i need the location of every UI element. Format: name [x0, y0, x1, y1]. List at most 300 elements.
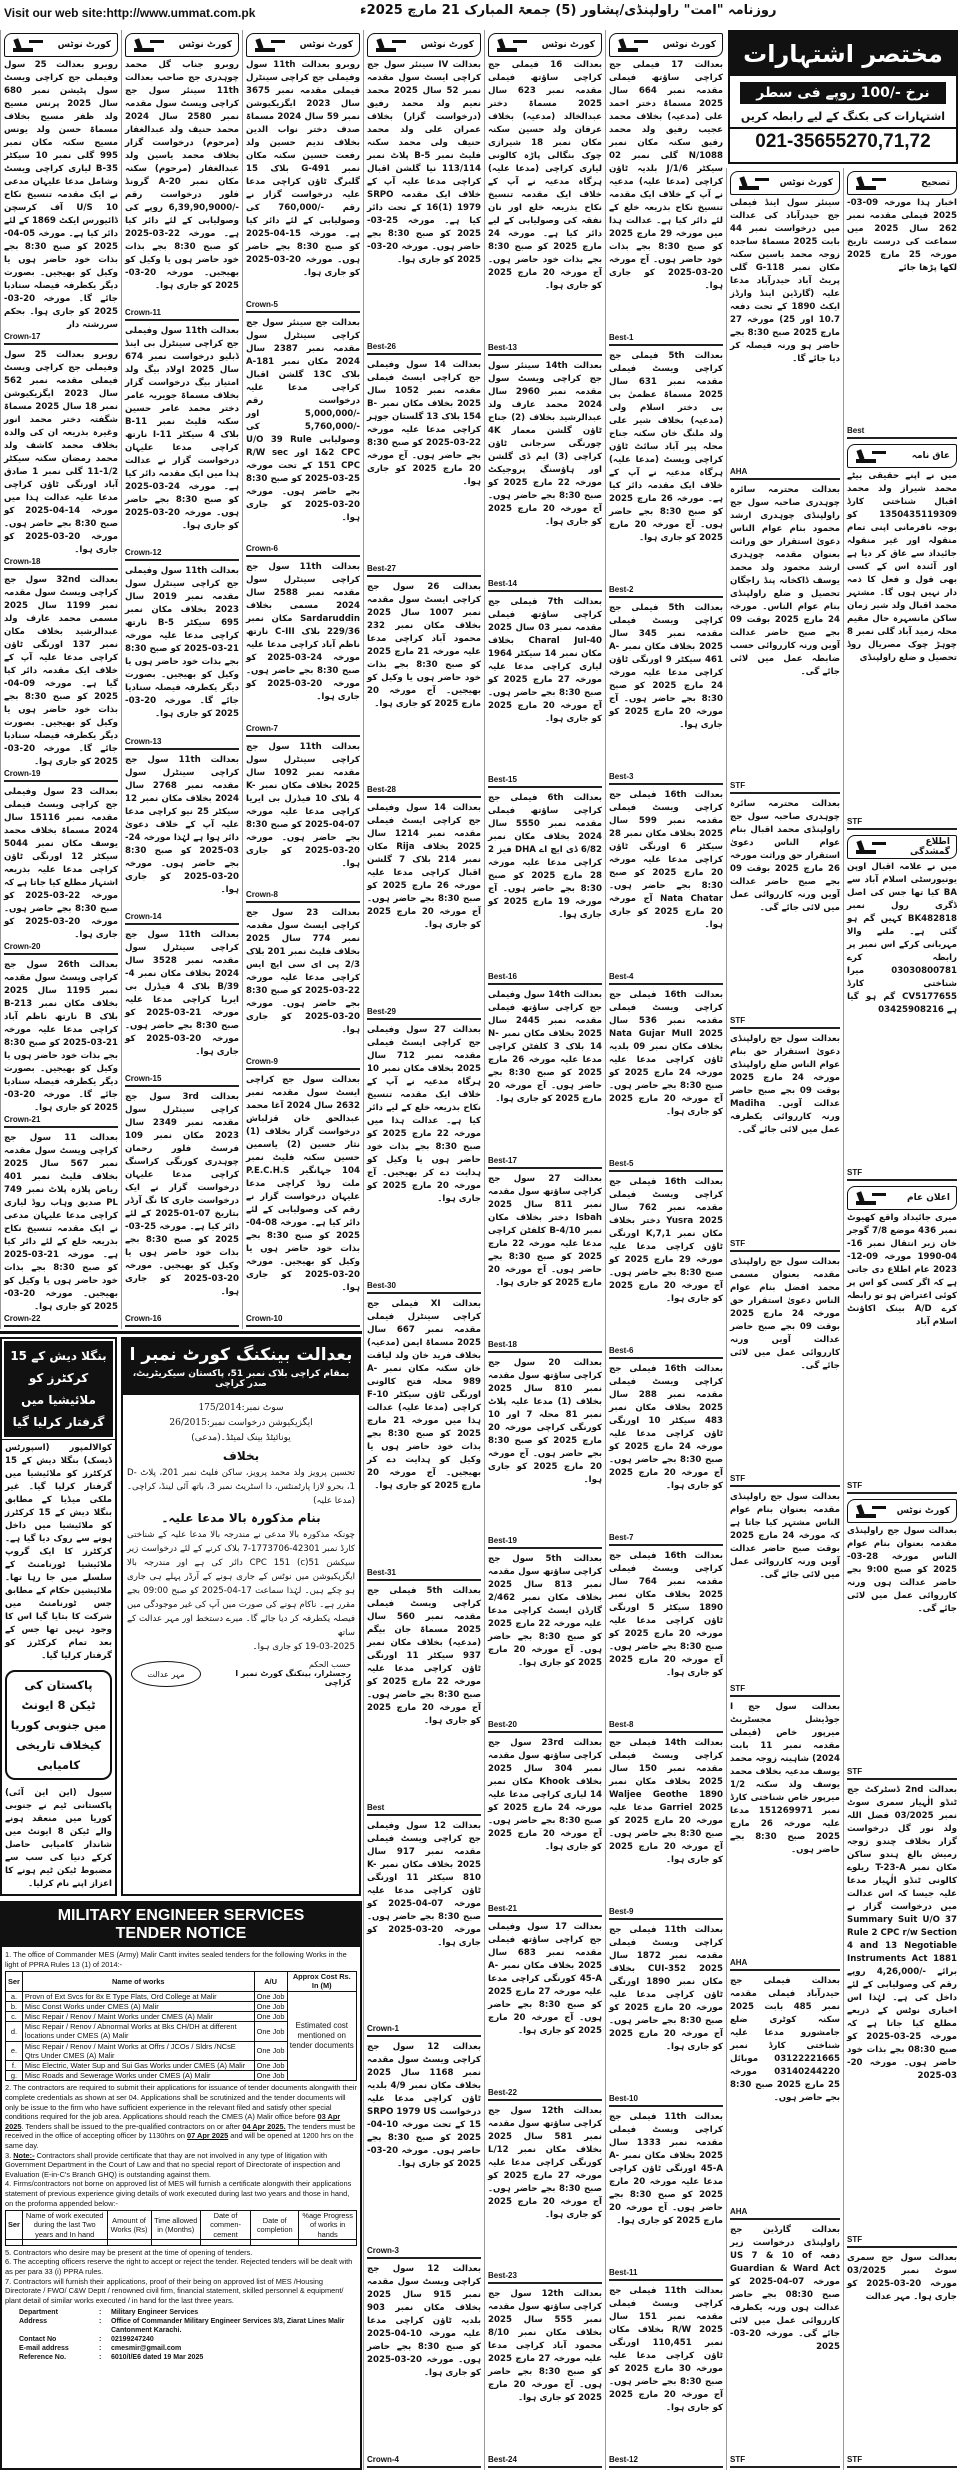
banking-subtitle: بمقام کراچی بلاک نمبر 51، پاکستان سیکریٹریٹ، صدر کراچی — [123, 1367, 359, 1395]
notice-text: بعدالت 17 فیملی جج کراچی ساؤتھ فیملی مقدمہ نمبر 664 سال 2025 مسماۃ دختر احمد علی (مدعیہ) بخلاف محمد عجیب رفیق ولد محمد رفیق سکنہ مکان نمبر N/1088 گلی نمبر 02 سیکٹر 6/J/1 بلدیہ ٹاؤن کراچی (مدعا علیہ) مدعیہ نے آپ کے خلاف ایک مقدمہ تنسیخ نکاح بذریعہ خلع کے لئے دائر کیا ہے۔ عدالت ہذا میں مورخہ 29 مارچ 2025 کو صبح 8:30 بجے بذات خود حاضر ہوں۔ آج مورخہ 20-03-2025 کو جاری ہوا۔ — [609, 60, 724, 291]
plaintiff: یونائیٹڈ بینک لمیٹڈ۔(مدعی) — [191, 1433, 291, 1443]
notice-text: بعدالت 11th سول جج کراچی سینٹرل سول مقدمہ نمبر 2588 سال 2024 مسمی بخلاف Sardaruddin مکان نمبر 229/36 بلاک C-III نارتھ ناظم آباد کراچی مدعا علیہ مورخہ 24-03-2025 کو صبح 8:30 بجے حاضر ہوں۔ مورخہ 20-03-2025 کو جاری ہوا۔ — [246, 562, 360, 702]
para2-text-d: and will be opened at 1200 hrs on the same day. — [5, 2131, 354, 2150]
notice-text: روبرو بعدالت 25 سول وفیملی جج کراچی ویسٹ سول پٹیشن نمبر 680 سال 2025 پرنس مسیح ولد ظفر مسیح بخلاف مسماۃ حسن ولد یونس مسیح سکنہ مکان نمبر 995 گلی نمبر 10 سیکٹر B-35 لیاری کراچی ویسٹ وشامل مدعا علیہان مدعی نے ایک مقدمہ تنسیخ نکاح 10 U/S آف کرسچن ڈائیورس ایکٹ 1869 کے لئے دائر کیا ہے۔ مورخہ 05-04-2025 کو صبح 8:30 بجے بذات خود حاضر ہوں یا وکیل کو بھیجیں۔ بصورت دیگر یکطرفہ فیصلہ سنادیا جائے گا۔ مورخہ 20-03-2025 کو جاری ہوا۔ بحکم سررشتہ دار — [4, 60, 118, 330]
notice-text: بعدالت 11th سول وفیملی جج کراچی سینٹرل بی اینڈ ڈبلیو درخواست نمبر 674 سال 2025 اولاد بیگ ولد امتیاز بیگ درخواست گزار بخلاف مسماۃ جویریہ عامر دختر محمد عامر حسین سکنہ فلیٹ نمبر B-11 بلاک 4 سیکٹر 11-I نارتھ کراچی مدعا علیہان درخواست گزار نے عدالت ہذا میں ایک مقدمہ دائر کیا ہے۔ مورخہ 24-03-2025 کو صبح 8:30 بجے حاضر ہوں۔ مورخہ 20-03-2025 کو جاری ہوا۔ — [125, 326, 240, 532]
works-table-cell: One Job — [254, 2022, 287, 2041]
court-notice — [485, 1551, 605, 1735]
works-table-cell: One Job — [254, 2001, 287, 2011]
court-notice — [727, 168, 843, 482]
court-notice — [606, 1174, 726, 1361]
court-notice — [364, 357, 484, 579]
banner-label: کورٹ نوٹس — [779, 178, 833, 188]
newspaper-dateline: روزنامہ "امت" راولپنڈی/پشاور (5) جمعۃ المبارک 21 مارچ 2025ء — [360, 3, 777, 18]
notice-text: بعدالت سول جج راولپنڈی مقدمہ بعنوان مسمی محمد افضل بنام عوام الناس دعویٰ استقرار حق مورخہ 24 مارچ 2025 بوقت 09 بجے صبح حاضر عدالت آویں ورنہ کارروائی عمل میں لائی جائے گی۔ — [730, 1256, 840, 1371]
court-notice — [1, 784, 121, 957]
works-table-cell: g. — [6, 2071, 23, 2081]
notice-text: بعدالت محترمہ سائرہ چوہدری صاحبہ سول جج راولپنڈی محمد اقبال بنام عوام الناس دعویٰ استقرار حق وراثت مورخہ 26 مارچ 2025 بوقت 09 بجے صبح حاضر عدالت آویں ورنہ کارروائی عمل میں لائی جائے گی۔ — [730, 798, 840, 913]
gavel-icon — [854, 839, 888, 855]
gavel-icon — [374, 37, 408, 53]
gavel-icon — [737, 175, 771, 191]
proforma-empty-cell — [200, 2239, 250, 2245]
notice-agency-tag: STF — [847, 1767, 957, 1780]
notice-agency-tag: Best-29 — [367, 1007, 481, 1020]
notice-column — [484, 30, 605, 2470]
notice-agency-tag: Best-12 — [609, 2455, 723, 2468]
court-notice — [122, 563, 242, 751]
court-notice — [122, 1089, 242, 1329]
notice-text: بعدالت سول جج سمری سوٹ نمبر 03/2025 مورخہ 20-03-2025 کو جاری ہوا۔ مہر عدالت — [847, 2252, 957, 2302]
court-notice — [364, 2261, 484, 2470]
execution-number: ایگزیکیوشن درخواست نمبر:26/2015 — [169, 1418, 313, 1428]
works-table-cell: One Job — [254, 2041, 287, 2060]
notice-text: بعدالت 5th فیملی جج کراچی ویسٹ فیملی مقدمہ نمبر 631 سال 2025 مسماۃ عظمیٰ بی بی دختر اسلام ولی (مدعیہ) بخلاف شیر علی ولد ملنگ خان سکنہ جناح محلہ پیر آباد سائٹ ٹاؤن کراچی ویسٹ (مدعا علیہ) ہرگاہ مدعیہ نے آپ کے خلاف ایک مقدمہ دائر کیا ہے۔ مورخہ 26 مارچ 2025 کو صبح 8:30 بجے حاضر ہوں۔ آج مورخہ 20 مارچ 2025 کو جاری ہوا۔ — [609, 351, 724, 543]
notice-banner-court — [609, 33, 723, 57]
court-notice — [485, 987, 605, 1171]
contact-value: 6010/I/E6 dated 19 Mar 2025 — [111, 2354, 204, 2362]
notice-text: بعدالت 2nd ڈسٹرکٹ جج ٹنڈو الٰہیار سمری سوٹ نمبر 03/2025 فضل اللہ ولد نور گل درخواست گزار بخلاف چندو زوجہ رمیش بالغ ہندو ساکن مکان نمبر T-23-A ریلوے کالونی ٹنڈو الٰہیار مدعا علیہ جیسا کہ اس عدالت میں درخواست گزار نے Summary Suit U/O 37 Rule 2 CPC r/w Section 4 and 13 Negotiable Instruments Act 1881 برائے -/4,26,000 روپے رقم کی وصولیابی کے لئے داخل کی ہے۔ لہٰذا اس اخباری نوٹس کے ذریعے مطلع کیا جاتا ہے کہ مورخہ 25-03-2025 کو صبح 08:30 بجے بذات خود حاضر ہوں۔ مورخہ 20-03-2025 — [847, 1785, 958, 2082]
proforma-table — [5, 2210, 357, 2246]
court-notice — [364, 1818, 484, 2040]
tender-para-2 — [5, 2083, 357, 2150]
proforma-empty-cell — [251, 2239, 299, 2245]
notice-text: بعدالت 12 سول جج کراچی ویسٹ سول مقدمہ نمبر 915 سال 2025 بخلاف مکان نمبر 903 بلدیہ ٹاؤن کراچی مدعا علیہ مورخہ 10-04-2025 کو صبح 8:30 بجے حاضر ہوں۔ مورخہ 20-03-2025 کو جاری ہوا۔ — [367, 2264, 481, 2379]
court-notice — [606, 30, 726, 348]
court-notice — [606, 2283, 726, 2470]
court-notice — [485, 1171, 605, 1355]
court-notice — [727, 1973, 843, 2221]
court-notice — [1, 957, 121, 1130]
notice-agency-tag: Best-18 — [488, 1340, 602, 1353]
contact-separator: : — [99, 2309, 102, 2317]
para2-text-c: The tenders must be received in the office of accepting officer by 1130hrs on — [5, 2121, 356, 2141]
tender-para-5: 5. Contractors who desire may be present at the time of opening of tenders. — [5, 2247, 253, 2257]
works-table-cell: Misc Repair / Renov / Maint Works under CMES (A) Malir — [22, 2012, 254, 2022]
notice-text: بعدالت 14 سول وفیملی جج کراچی ایسٹ فیملی مقدمہ نمبر 1052 سال 2025 بخلاف مکان نمبر B-154 بلاک 13 گلستان جوہر کراچی مدعا علیہ مورخہ 22-03-2025 کو صبح 8:30 بجے حاضر ہوں۔ آج مورخہ 20 مارچ 2025 کو جاری ہوا۔ — [367, 359, 481, 487]
court-notice — [727, 1031, 843, 1253]
proforma-header: Time allowed in (Months) — [151, 2211, 200, 2240]
gavel-icon — [495, 37, 529, 53]
notice-text: بعدالت 32nd سول جج کراچی ویسٹ سول مقدمہ نمبر 1199 سال 2025 مسمی محمد عارف ولد عبدالرشید بخلاف مکان نمبر 137 اورنگی ٹاؤن کراچی مدعا علیہ آپ کے خلاف ایک مقدمہ دائر کیا گیا ہے۔ مورخہ 09-04-2025 کو صبح 8:30 بجے بذات خود حاضر ہوں یا وکیل کو بھیجیں۔ بصورت دیگر یکطرفہ فیصلہ سنادیا جائے گا۔ مورخہ 20-03-2025 کو جاری ہوا۔ — [4, 575, 118, 767]
court-notice — [122, 752, 242, 927]
section-divider — [0, 1331, 362, 1334]
contact-label: E-mail address — [19, 2345, 69, 2353]
court-notice — [727, 1699, 843, 1973]
court-notice — [606, 987, 726, 1174]
banner-label: تصحیح — [921, 178, 950, 188]
court-notice — [243, 315, 363, 560]
notice-agency-tag: STF — [730, 781, 840, 794]
court-notice — [606, 1548, 726, 1735]
notice-agency-tag: Best-17 — [488, 1156, 602, 1169]
works-table-cell: b. — [6, 2001, 23, 2011]
notice-text: بعدالت 16 فیملی جج کراچی ساؤتھ فیملی مقدمہ نمبر 623 سال 2025 مسماۃ دختر عبدالخالد (مدعیہ) بخلاف عرفان ولد حسین سکنہ مکان نمبر 18 شیرازی چوک بنگالی پاڑہ کالونی لیاری کراچی (مدعا علیہ) ہرگاہ مدعیہ نے آپ کے خلاف ایک مقدمہ تنسیخ نکاح بذریعہ خلع اور نان نفقہ کی وصولیابی کے لیے دائر کیا ہے۔ مورخہ 24 مارچ 2025 کو صبح 8:30 بجے بذات خود حاضر ہوں۔ آج مورخہ 20 مارچ 2025 کو جاری ہوا۔ — [488, 60, 602, 291]
notice-banner-public — [847, 1186, 957, 1210]
notice-text: بعدالت 14th سول وفیملی جج کراچی ساؤتھ فیملی مقدمہ نمبر 2445 سال 2025 بخلاف مکان نمبر N-14 بلاک 3 کلفٹن کراچی مدعا علیہ مورخہ 26 مارچ 2025 کو صبح 8:30 بجے حاضر ہوں۔ آج مورخہ 20 مارچ 2025 کو جاری ہوا۔ — [488, 990, 602, 1104]
proforma-header: Date of commen-cement — [200, 2211, 250, 2240]
notice-text: بعدالت 5th فیملی جج کراچی ویسٹ فیملی مقدمہ نمبر 345 سال 2025 بخلاف مکان نمبر A-461 سیکٹر 9 اورنگی ٹاؤن کراچی مدعا علیہ مورخہ 24 مارچ 2025 کو صبح 8:30 بجے حاضر ہوں۔ آج مورخہ 20 مارچ 2025 کو جاری ہوا۔ — [609, 603, 723, 730]
notice-agency-tag: Best-19 — [488, 1536, 602, 1549]
submission-date: 07 Apr 2025 — [187, 2131, 229, 2141]
notice-banner-court — [730, 171, 840, 195]
notice-agency-tag: Crown-3 — [367, 2246, 481, 2259]
court-notice — [364, 1022, 484, 1296]
works-table — [5, 1971, 357, 2081]
notice-text: بعدالت 16th فیملی جج کراچی ویسٹ فیملی مقدمہ نمبر 764 سال 2025 بخلاف مکان نمبر 1890 سیکٹر 5 اورنگی ٹاؤن کراچی مدعا علیہ مورخہ 20 مارچ 2025 کو صبح 8:30 بجے حاضر ہوں۔ آج مورخہ 20 مارچ 2025 کو جاری ہوا۔ — [609, 1551, 723, 1678]
notice-agency-tag: Crown-22 — [4, 1314, 118, 1327]
tender-para-3: 3. Note:- Contractors shall provide certificate that thay are not involved in any type of litigation with Government Department in the Court of Law and that no special report of Directorate of inspection and Evaluation (E-in-C's Branch GHQ) is outstanding against them. — [5, 2150, 341, 2179]
court-notice — [606, 2109, 726, 2283]
court-notice — [727, 1254, 843, 1489]
notice-agency-tag: Best-3 — [609, 772, 723, 785]
notice-agency-tag: Crown-6 — [246, 544, 360, 557]
tender-contact-details — [5, 2308, 357, 2362]
proforma-header: %age Progress of works in hands — [299, 2211, 357, 2240]
notice-banner-court — [246, 33, 360, 57]
banner-label: کورٹ نوٹس — [57, 40, 111, 50]
notice-text: میں نے علامہ اقبال اوپن یونیورسٹی اسلام آباد سے BA کیا تھا جس کی اصل ڈگری رول نمبر BK482818 کہیں گم ہو گئی ہے۔ ملنے والا مہربانی کرکے اس نمبر پر رابطہ کرے 03030800781 میرا شناختی کارڈ CV5177655 گم ہو گیا ہے 03425908216 — [847, 861, 957, 1015]
notice-text: بعدالت سول جج راولپنڈی مقدمہ بعنوان بنام عوام الناس مورخہ 28-03-2025 کو صبح 9:00 بجے حاضر عدالت ہوں ورنہ کارروائی عمل میں لائی جائے گی۔ — [847, 1525, 957, 1614]
court-notice — [727, 482, 843, 795]
court-notice — [1, 347, 121, 572]
notice-agency-tag: STF — [730, 1239, 840, 1252]
tender-para-1: 1. The office of Commander MES (Army) Malir Cantt invites sealed tenders for the following Works in the light of PPRA Rules 13 (1) of 2014:- — [5, 1950, 347, 1969]
notice-agency-tag: STF — [847, 2235, 957, 2248]
works-table-header: Approx Cost Rs. In (M) — [287, 1972, 356, 1991]
gavel-icon — [854, 1503, 888, 1519]
contact-value: 02199247240 — [111, 2336, 154, 2344]
note-text: Contractors shall provide certificate that thay are not involved in any type of litigation with Government Department in the Court of Law and that no special report of Directorate of inspection and Evaluation (E-in-C's Branch GHQ) is outstanding against them. — [5, 2150, 341, 2179]
notice-text: میں نے اپنے حقیقی بیٹے محمد شیراز ولد محمد اقبال شناختی کارڈ 1350435119309 کو بوجہ نافرمانی اپنی تمام منقولہ اور غیر منقولہ جائیداد سے عاق کر دیا ہے اور آئندہ اس کے کسی بھی قول و فعل کا ذمہ دار نہیں ہوں گا۔ مشتہر محمد اقبال ولد شیر زمان ساکن مانسہرہ حال مقیم محلہ زمید آباد گلی نمبر 8 چوہڑ چوک مصریال روڈ تحصیل و ضلع راولپنڈی — [847, 471, 957, 664]
notice-agency-tag: Crown-9 — [246, 1057, 360, 1070]
notice-banner-correction — [847, 171, 957, 195]
works-table-cell: Provn of Ext Svcs for 8x E Type Flats, Ord College at Malir — [22, 1991, 254, 2001]
ad-box-title: مختصر اشتہارات — [730, 32, 956, 76]
banking-body: چونکہ مذکورہ بالا مدعی نے مندرجہ بالا مدعا علیہ کے شناختی کارڈ نمبر 42301-1773706-7 بلاک کرنے کے لئے درخواست زیر سیکشن 51(c) CPC 151 دائر کی ہے اور مندرجہ بالا ایگزیکیوشن میں نوٹس کے جاری ہونے کے آرڈر پہلے ہی جاری ہو چکے ہیں۔ لہٰذا سماعت 17-04-2025 کو صبح 09:00 بجے مقرر ہے۔ ناکام ہونے کی صورت میں آپ کی غیر موجودگی میں فیصلہ یکطرفہ کر دیا جائے گا۔ میرے دستخط اور مہر عدالت کے ساتھ — [127, 1530, 355, 1638]
notice-text: بعدالت 26th سول جج کراچی ویسٹ سول مقدمہ نمبر 1195 سال 2025 بخلاف مکان نمبر B-213 بلاک B نارتھ ناظم آباد کراچی مدعا علیہ مورخہ 21-03-2025 کو صبح 8:30 بجے بذات خود حاضر ہوں یا وکیل کو بھیجیں۔ بصورت دیگر یکطرفہ فیصلہ سنادیا جائے گا۔ مورخہ 20-03-2025 کو جاری ہوا۔ — [4, 960, 118, 1113]
gavel-icon — [616, 37, 650, 53]
notice-text: بعدالت 14 سول وفیملی جج کراچی ایسٹ فیملی مقدمہ نمبر 1214 سال 2025 بخلاف Rija مکان نمبر 214 بلاک 7 گلشن اقبال کراچی مدعا علیہ مورخہ 26 مارچ 2025 کو صبح 8:30 بجے حاضر ہوں۔ آج مورخہ 20 مارچ 2025 کو جاری ہوا۔ — [367, 803, 481, 931]
gavel-icon — [854, 448, 888, 464]
proforma-empty-cell — [151, 2239, 200, 2245]
notice-text: بعدالت 12th سول جج کراچی ساؤتھ سول مقدمہ نمبر 555 سال 2025 بخلاف مکان نمبر 8/10 محمود آباد کراچی مدعا علیہ مورخہ 27 مارچ 2025 کو صبح 8:30 بجے حاضر ہوں۔ آج مورخہ 20 مارچ 2025 کو جاری ہوا۔ — [488, 2289, 603, 2404]
works-table-cell: One Job — [254, 2061, 287, 2071]
banner-label: کورٹ نوٹس — [420, 40, 474, 50]
notice-agency-tag: AHA — [730, 467, 840, 480]
notice-agency-tag: Best-4 — [609, 972, 723, 985]
notice-agency-tag: Best — [367, 1803, 481, 1816]
court-notice — [364, 1583, 484, 1818]
notice-agency-tag: Best-23 — [488, 2271, 602, 2284]
notice-text: بعدالت IV سینئر سول جج کراچی ایسٹ سول مقدمہ نمبر 52 سال 2025 محمد نعیم ولد محمد رفیق (درخواست گزار) بخلاف عمران علی ولد محمد حنیف ولی محمد سکنہ فلیٹ نمبر B-5 پلاٹ نمبر 113/114 نیا گلشن اقبال کراچی مدعا علیہ آپ کے خلاف ایک مقدمہ SRPO 16(1) 1979 کے تحت دائر کیا ہے۔ مورخہ 25-03-2025 کو صبح 8:30 بجے حاضر ہوں۔ مورخہ 20-03-2025 کو جاری ہوا۔ — [367, 60, 481, 265]
news-box-bangladesh — [0, 1337, 117, 1896]
notice-column — [363, 30, 484, 2470]
notice-text: بعدالت 27 سول جج کراچی ساؤتھ سول مقدمہ نمبر 811 سال 2025 Isbah دختر بخلاف مکان نمبر B-4/10 کلفٹن کراچی مدعا علیہ مورخہ 22 مارچ 2025 کو صبح 8:30 بجے حاضر ہوں۔ آج مورخہ 20 مارچ 2025 کو جاری ہوا۔ — [488, 1173, 603, 1288]
notice-text: بعدالت 6th فیملی جج کراچی ساؤتھ فیملی مقدمہ نمبر 5550 سال 2024 بخلاف مکان نمبر 6/82 ڈی ایچ اے DHA فیز 2 کراچی مدعا علیہ مورخہ 28 مارچ 2025 کو صبح 8:30 بجے حاضر ہوں۔ آج مورخہ 19 مارچ 2025 کو جاری ہوا۔ — [488, 793, 602, 921]
notice-text: بعدالت 3rd سول جج کراچی سینٹرل سول مقدمہ نمبر 2349 سال 2023 مکان نمبر 109 فرسٹ فلور رحمان چوہدری کورنگی کراسنگ کراچی مدعا علیہان درخواست گزار نے ایک درخواست جاری کا نگ آرڈر بتاریخ 07-01-2025 کے لئے دائر کیا ہے۔ مورخہ 25-03-2025 کو صبح 8:30 بجے بذات خود حاضر ہوں یا وکیل کو بھیجیں۔ مورخہ 20-03-2025 کو جاری ہوا۔ — [125, 1091, 239, 1297]
notice-agency-tag: STF — [730, 1474, 840, 1487]
notice-text: بعدالت 11th سول جج کراچی سینٹرل سول مقدمہ نمبر 1092 سال 2025 بخلاف مکان نمبر K-4 بلاک 10 فیڈرل بی ایریا کراچی مدعا علیہ مورخہ 07-04-2025 کو صبح 8:30 بجے حاضر ہوں۔ مورخہ 20-03-2025 کو جاری ہوا۔ — [246, 741, 361, 869]
court-notice — [364, 579, 484, 801]
notice-agency-tag: Best-2 — [609, 585, 723, 598]
notice-banner-court — [4, 33, 118, 57]
gavel-icon — [132, 37, 166, 53]
works-table-cell: a. — [6, 1991, 23, 2001]
works-table-cell: c. — [6, 2012, 23, 2022]
contact-separator: : — [99, 2345, 102, 2353]
notice-text: بعدالت 11 سول جج کراچی ویسٹ سول مقدمہ نمبر 567 سال 2025 بخلاف فلیٹ نمبر 401 ریاض پلازہ پلاٹ نمبر 749 PL صدیق وہاب روڈ لیاری کراچی مدعا علیہان مدعی نے ایک مقدمہ تنسیخ نکاح بذریعہ خلع کے لئے دائر کیا ہے۔ مورخہ 21-03-2025 کو صبح 8:30 بجے بذات خود حاضر ہوں یا وکیل کو بھیجیں۔ مورخہ 20-03-2025 کو جاری ہوا۔ — [4, 1133, 119, 1312]
notice-text: بعدالت 12 سول وفیملی جج کراچی ویسٹ فیملی مقدمہ نمبر 917 سال 2025 بخلاف مکان نمبر K-810 سیکٹر 11 اورنگی ٹاؤن کراچی مدعا علیہ مورخہ 07-04-2025 کو صبح 8:30 بجے حاضر ہوں۔ مورخہ 20-03-2025 کو جاری ہوا۔ — [367, 1820, 481, 1948]
court-notice — [485, 1355, 605, 1552]
court-notice — [844, 1782, 960, 2249]
gavel-icon — [253, 37, 287, 53]
works-table-cell: Misc Repair / Renov / Maint Works at Offrs / JCOs / Sldrs /NCsE Qtrs Under CMES (A) Malir — [22, 2041, 254, 2060]
notice-text: اخبار ہذا مورخہ 09-03-2025 فیملی مقدمہ نمبر 262 سال 2025 میں سماعت کی درست تاریخ مورخہ 25 مارچ 2025 لکھا پڑھا جائے — [847, 198, 957, 273]
court-notice — [364, 1296, 484, 1583]
contact-separator: : — [99, 2354, 102, 2362]
note-label: Note:- — [13, 2150, 35, 2160]
notice-agency-tag: Best-11 — [609, 2268, 723, 2281]
court-notice — [844, 1496, 960, 1782]
court-notice — [727, 796, 843, 1031]
court-notice — [844, 832, 960, 1183]
ad-box-phone: 021-35655270,71,72 — [730, 127, 956, 153]
notice-agency-tag: Best-20 — [488, 1720, 602, 1733]
court-notice — [485, 358, 605, 594]
notice-text: بعدالت 14th فیملی جج کراچی ویسٹ فیملی مقدمہ نمبر 150 سال 2025 بخلاف مکان نمبر 1890 Waljee Geothe Garriel 2025 مدعا علیہ مورخہ 20 مارچ 2025 کو صبح 8:30 بجے حاضر ہوں۔ آج مورخہ 20 مارچ 2025 کو جاری ہوا۔ — [609, 1738, 723, 1865]
court-notice — [485, 1735, 605, 1919]
notice-text: بعدالت 26 سول جج کراچی ایسٹ سول مقدمہ نمبر 1007 سال 2025 بخلاف مکان نمبر 232 محمود آباد کراچی مدعا علیہ مورخہ 21 مارچ 2025 کو صبح 8:30 بجے بذات خود حاضر ہوں یا وکیل کو بھیجیں۔ آج مورخہ 20 مارچ 2025 کو جاری ہوا۔ — [367, 581, 482, 709]
notice-agency-tag: AHA — [730, 1958, 840, 1971]
notice-text: بعدالت جج سینئر سول جج کراچی سینٹرل سول مقدمہ نمبر 2387 سال 2024 مکان نمبر A-181 بلاک 13C گلشن اقبال کراچی مدعا علیہ درخواست رقم -/5,000,000 اور -/5,760,000 کی وصولیابی U/O 39 Rule 1&2 CPC اور R/W sec 151 CPC کے تحت مورخہ 25-03-2025 کو صبح 8:30 بجے حاضر ہوں۔ مورخہ 20-03-2025 کو جاری ہوا۔ — [246, 317, 361, 523]
notice-agency-tag: Crown-19 — [4, 769, 118, 782]
notice-agency-tag: Best-28 — [367, 785, 481, 798]
notice-text: بعدالت 5th فیملی جج کراچی ویسٹ فیملی مقدمہ نمبر 560 سال 2025 مسماۃ جان بیگم (مدعیہ) بخلاف مکان نمبر 937 سیکٹر 11 اورنگی ٹاؤن کراچی مدعا علیہ مورخہ 22 مارچ 2025 کو صبح 8:30 بجے حاضر ہوں۔ آج مورخہ 20 مارچ 2025 کو جاری ہوا۔ — [367, 1585, 481, 1726]
issued-date: 19-03-2025 کو جاری ہوا۔ — [252, 1642, 355, 1652]
banner-label: کورٹ نوٹس — [541, 40, 595, 50]
tender-title-line1: MILITARY ENGINEER SERVICES — [57, 1907, 305, 1924]
notice-agency-tag: Best-26 — [367, 342, 481, 355]
notice-agency-tag: Crown-11 — [125, 308, 239, 321]
notice-text: بعدالت گارڈین جج راولپنڈی درخواست زیر دفعہ US 7 & 10 of Guardian & Ward Act مورخہ 07-04-2025 کو صبح 08:30 بجے حاضر عدالت ہوں ورنہ یکطرفہ کارروائی عمل میں لائی جائے گی۔ مورخہ 20-03-2025 — [730, 2224, 840, 2352]
works-table-header: A/U — [254, 1972, 287, 1991]
notice-agency-tag: Best-10 — [609, 2094, 723, 2107]
notice-agency-tag: Best-6 — [609, 1346, 723, 1359]
notice-agency-tag: Best-22 — [488, 2088, 602, 2101]
court-notice — [243, 1072, 363, 1330]
banner-label: کورٹ نوٹس — [662, 40, 716, 50]
contact-label: Contact No — [19, 2336, 57, 2344]
court-notice — [606, 1361, 726, 1548]
notice-text: بعدالت سول جج راولپنڈی دعویٰ استقرار حق بنام عوام الناس ضلع راولپنڈی مورخہ 24 مارچ 2025 بوقت 09 بجے صبح حاضر عدالت آویں۔ Madiha ورنہ کارروائی یکطرفہ عمل میں لائی جائے گی۔ — [730, 1034, 840, 1136]
notice-agency-tag: Crown-7 — [246, 724, 360, 737]
notice-agency-tag: Crown-17 — [4, 332, 118, 345]
notice-agency-tag: Crown-1 — [367, 2024, 481, 2037]
notice-text: بعدالت 16th فیملی جج کراچی ویسٹ فیملی مقدمہ نمبر 762 سال 2025 Yusra دختر بخلاف مکان نمبر 1,K,7 اورنگی ٹاؤن کراچی مدعا علیہ مورخہ 29 مارچ 2025 کو صبح 8:30 بجے حاضر ہوں۔ آج مورخہ 20 مارچ 2025 کو جاری ہوا۔ — [609, 1177, 723, 1304]
news-headline-2: پاکستان کی ٹیکن 8 ایونٹ میں جنوبی کوریا کیخلاف تاریخی کامیابی — [5, 1670, 112, 1780]
works-table-cell: Misc Roads and Sewerage Works under CMES (A) Malir — [22, 2071, 254, 2081]
notice-text: بعدالت محترمہ سائرہ چوہدری صاحبہ سول جج راولپنڈی چوہدری ارشد محمود بنام عوام الناس دعویٰ استقرار حق وراثت بعنوان مقدمہ چوہدری ارشد محمود ولد محمد یوسف ڈاکخانہ پنڈ راجگان تحصیل و ضلع راولپنڈی بنام عوام الناس۔ مورخہ 24 مارچ 2025 بوقت 09 بجے صبح حاضر عدالت آویں ورنہ کارروائی حسب ضابطہ عمل میں لائی جائے گی۔ — [730, 485, 840, 678]
notice-agency-tag: Crown-10 — [246, 1314, 360, 1327]
proforma-header: Name of work executed during the last Two years and In hand — [22, 2211, 107, 2240]
tender-title-line2: TENDER NOTICE — [115, 1925, 247, 1942]
court-notice — [364, 30, 484, 357]
notice-text: بعدالت 11th سول جج کراچی سینٹرل سول مقدمہ نمبر 3528 سال 2024 بخلاف مکان نمبر 4-B/39 بلاک 4 فیڈرل بی ایریا کراچی مدعا علیہ مورخہ 21-03-2025 کو صبح 8:30 بجے حاضر ہوں۔ مورخہ 20-03-2025 کو جاری ہوا۔ — [125, 929, 239, 1057]
notice-agency-tag: STF — [730, 1684, 840, 1697]
court-notice — [844, 2250, 960, 2470]
court-notice — [485, 30, 605, 358]
court-notice — [844, 441, 960, 831]
court-notice — [243, 559, 363, 739]
contact-label: Department — [19, 2309, 58, 2317]
notice-text: بعدالت 7th فیملی جج کراچی ساؤتھ فیملی مقدمہ نمبر 03 سال 2025 Charal Jul-40 بخلاف مکان نمبر 14 سیکٹر 1964 لیاری کراچی مدعا علیہ مورخہ 27 مارچ 2025 کو صبح 8:30 بجے حاضر ہوں۔ آج مورخہ 20 مارچ 2025 کو جاری ہوا۔ — [488, 596, 603, 724]
classified-ads-box — [728, 30, 958, 164]
notice-agency-tag: Best-16 — [488, 972, 602, 985]
notice-text: بعدالت 5th سول جج کراچی ساؤتھ سول مقدمہ نمبر 813 سال 2025 بخلاف مکان نمبر 2/462 گارڈن ایسٹ کراچی مدعا علیہ مورخہ 22 مارچ 2025 کو صبح 8:30 بجے حاضر ہوں۔ آج مورخہ 20 مارچ 2025 کو جاری ہوا۔ — [488, 1554, 603, 1669]
registrar-signature: رجسٹرار، بینکنگ کورٹ نمبر ا کراچی — [235, 1669, 351, 1687]
proforma-header: Date of completion — [251, 2211, 299, 2240]
court-notice — [122, 30, 242, 323]
notice-text: بعدالت 16th فیملی جج کراچی ویسٹ فیملی مقدمہ نمبر 536 سال 2025 Nata Gujar Mull بخلاف مکان نمبر 09 بلدیہ ٹاؤن کراچی مدعا علیہ مورخہ 24 مارچ 2025 کو صبح 8:30 بجے حاضر ہوں۔ آج مورخہ 20 مارچ 2025 کو جاری ہوا۔ — [609, 990, 723, 1117]
cost-note: Estimated cost mentioned on tender documents — [287, 1991, 356, 2081]
court-notice — [122, 927, 242, 1089]
court-notice — [485, 790, 605, 987]
proforma-empty-cell — [107, 2239, 151, 2245]
court-notice — [364, 800, 484, 1022]
banner-label: کورٹ نوٹس — [178, 40, 232, 50]
court-notice — [727, 1489, 843, 1698]
notice-agency-tag: Best-27 — [367, 564, 481, 577]
notice-agency-tag: Best-9 — [609, 1907, 723, 1920]
notice-agency-tag: Crown-12 — [125, 548, 239, 561]
court-notice — [606, 1735, 726, 1922]
works-table-row — [6, 1991, 357, 2001]
notice-text: بعدالت 16th فیملی جج کراچی ویسٹ فیملی مقدمہ نمبر 599 سال 2025 بخلاف مکان نمبر 28 سیکٹر 6 اورنگی ٹاؤن کراچی مدعا علیہ مورخہ 20 مارچ 2025 کو صبح 8:30 بجے حاضر ہوں۔ Nata Chatar آج مورخہ 20 مارچ 2025 کو جاری ہوا۔ — [609, 790, 723, 930]
court-notice — [606, 1922, 726, 2109]
notice-text: روبرو بعدالت 11th سول وفیملی جج کراچی سینٹرل فیملی مقدمہ نمبر 3675 سال 2023 ایگزیکیوشن نمبر 59 سال 2024 مسماۃ صدف دختر نواب الدین بخلاف ندیم حسین ولد رفعت حسین سکنہ مکان نمبر G-491 بلاک 15 گلبرگ ٹاؤن کراچی مدعا علیہ درخواست گزار نے رقم -/760,000 کی وصولیابی کے لئے دائر کیا ہے۔ مورخہ 15-04-2025 کو صبح 8:30 بجے حاضر ہوں۔ مورخہ 20-03-2025 کو جاری ہوا۔ — [246, 60, 361, 278]
notice-text: بعدالت 27 سول وفیملی جج کراچی ایسٹ فیملی مقدمہ نمبر 712 سال 2025 بخلاف مکان نمبر 10 ہرگاہ مدعیہ نے آپ کے خلاف ایک مقدمہ تنسیخ نکاح بذریعہ خلع کے لیے دائر کیا ہے۔ عدالت ہذا میں مورخہ 22 مارچ 2025 کو صبح 8:30 بجے بذات خود حاضر ہوں یا وکیل کو ہدایت دے کر بھیجیں۔ آج مورخہ 20 مارچ 2025 کو جاری ہوا۔ — [367, 1025, 482, 1205]
tender-para-6: 6. The accepting officers reserve the right to accept or reject the tender. Rejected tenders will be dealt with as per para 33 (i) PPRA rules. — [5, 2257, 353, 2276]
notice-column — [121, 30, 242, 1329]
notice-text: سینئر سول اینڈ فیملی جج حیدرآباد کی عدالت میں درخواست نمبر 44 بابت 2025 مسماۃ ساجدہ زوجہ محمد یاسین سکنہ مکان نمبر G-118 گلی پریٹ آباد حیدرآباد مدعا علیہ (گارڈین اینڈ وارڈز ایکٹ 1890 کے تحت دفعہ 10.7 اور 25) مورخہ 27 مارچ 2025 صبح 8:30 بجے حاضر ہو ورنہ فیصلہ کر دیا جائے گا۔ — [730, 198, 841, 364]
notice-agency-tag: Crown-18 — [4, 557, 118, 570]
tender-title — [2, 1903, 360, 1947]
court-notice — [243, 739, 363, 906]
notice-banner-court — [488, 33, 602, 57]
notice-text: بعدالت 14th سینئر سول جج کراچی ویسٹ سول مقدمہ نمبر 2960 سال 2024 محمد عارف ولد عبدالرشید بخلاف (2) جناح ٹاؤن گلشن معمار 4K چورنگی سرجانی ٹاؤن کراچی (3) ایم ڈی گلشن اور ہاؤسنگ پروجیکٹ مورخہ 22 مارچ 2025 کو صبح 8:30 بجے حاضر ہوں۔ آج مورخہ 20 مارچ 2025 کو جاری ہوا۔ — [488, 360, 602, 527]
suit-number: سوٹ نمبر:175/2014 — [198, 1403, 284, 1413]
works-table-cell: Misc Electric, Water Sup and Sui Gas Works under CMES (A) Malir — [22, 2061, 254, 2071]
court-notice — [243, 30, 363, 315]
banner-label: عاق نامہ — [911, 451, 950, 462]
banking-title: بعدالت بینکنگ کورٹ نمبر ا — [123, 1339, 359, 1367]
notice-agency-tag: Best-30 — [367, 1281, 481, 1294]
works-table-cell: d. — [6, 2022, 23, 2041]
court-notice — [1, 1130, 121, 1329]
works-table-cell: One Job — [254, 2071, 287, 2081]
notice-agency-tag: Crown-21 — [4, 1115, 118, 1128]
defendant: تحسین پرویز ولد محمد پرویز، ساکن فلیٹ نمبر 201، پلاٹ D-1، بحرو لازا پارٹمنٹس، دا اسٹریٹ نمبر 3، باتھ آئی لینڈ، کراچی۔(مدعا علیہ) — [127, 1468, 356, 1506]
contact-label: Reference No. — [19, 2354, 67, 2362]
court-notice — [844, 168, 960, 441]
notice-text: میری جائیداد واقع کھیوٹ نمبر 436 موضع 7/8 گوجر خان زیر انتقال نمبر 16-04-1990 مورخہ 09-12-2023 عام اطلاع دی جاتی ہے کہ اگر کسی کو اس پر کوئی اعتراض ہو تو رابطہ کرے A/D بینک اکاؤنٹ اسلام آباد — [846, 1213, 957, 1328]
notice-agency-tag: STF — [847, 1168, 957, 1181]
notice-banner-court — [367, 33, 481, 57]
notice-text: بعدالت 12 سول جج کراچی ویسٹ سول مقدمہ نمبر 1168 سال 2025 بخلاف مکان نمبر 4/9 بلدیہ ٹاؤن کراچی مدعا علیہ درخواست SRPO 1979 US 15 کے تحت مورخہ 10-04-2025 کو صبح 8:30 بجے حاضر ہوں۔ مورخہ 20-03-2025 کو جاری ہوا۔ — [367, 2042, 481, 2170]
court-notice — [364, 2039, 484, 2261]
proforma-empty-cell — [6, 2239, 23, 2245]
notice-column — [726, 168, 843, 2470]
notice-agency-tag: Crown-5 — [246, 300, 360, 313]
notice-text: بعدالت 20 سول جج کراچی ساؤتھ سول مقدمہ نمبر 810 سال 2025 بخلاف (1) مدعا علیہ پلاٹ نمبر 81 محلہ 7 اور 10 کورنگی کراچی مورخہ 20 مارچ 2025 کو صبح 8:30 بجے حاضر ہوں۔ آج مورخہ 20 مارچ 2025 کو جاری ہوا۔ — [488, 1357, 602, 1485]
notice-text: بعدالت 12th سول جج کراچی ساؤتھ سول مقدمہ نمبر 581 سال 2025 بخلاف مکان نمبر 12/L کورنگی کراچی مدعا علیہ مورخہ 27 مارچ 2025 کو صبح 8:30 بجے حاضر ہوں۔ آج مورخہ 20 مارچ 2025 کو جاری ہوا۔ — [488, 2105, 602, 2220]
notice-column — [605, 30, 726, 2470]
tender-para-7: 7. Contractors will furnish their applications, proof of their being on approved list of MES /Housing Directorate / FWO/ C&W Deptt / renowned civil firm, financial statement, skilled personnel & equipment/ plant detail of similar works executed / in hand for the last three years. — [5, 2276, 344, 2305]
contact-value[interactable]: cmesmir@gmail.com — [111, 2345, 182, 2353]
works-table-cell: e. — [6, 2041, 23, 2060]
works-table-header: Ser — [6, 1972, 23, 1991]
versus-label: بخلاف — [222, 1449, 260, 1463]
notice-agency-tag: Best-7 — [609, 1533, 723, 1546]
court-notice — [606, 787, 726, 987]
notice-text: بعدالت سول جج راولپنڈی مقدمہ بعنوان بنام عوام الناس مشتہر کیا جاتا ہے کہ مورخہ 24 مارچ 2025 بوقت صبح حاضر عدالت آویں ورنہ کارروائی عمل میں لائی جائے گی۔ — [730, 1492, 840, 1581]
notice-agency-tag: Crown-4 — [367, 2455, 481, 2468]
contact-value: Military Engineer Services — [111, 2309, 199, 2317]
works-table-header: Name of works — [22, 1972, 254, 1991]
notice-agency-tag: Best-8 — [609, 1720, 723, 1733]
notice-agency-tag: Best-15 — [488, 775, 602, 788]
para2-text-b: . Tenders shall be issued to the pre-qualified contractors on or after — [21, 2121, 243, 2131]
application-deadline: 03 Apr 2025 — [5, 2112, 341, 2131]
court-notice — [727, 2222, 843, 2470]
court-notice — [485, 1919, 605, 2103]
notice-text: بعدالت 11th فیملی جج کراچی ویسٹ فیملی مقدمہ نمبر 1333 سال 2025 بخلاف مکان نمبر A-45-A اورنگی ٹاؤن کراچی مدعا علیہ مورخہ 20 مارچ 2025 کو صبح 8:30 بجے حاضر ہوں۔ آج مورخہ 20 مارچ 2025 کو جاری ہوا۔ — [609, 2112, 723, 2226]
notice-agency-tag: Crown-15 — [125, 1074, 239, 1087]
works-table-cell: One Job — [254, 1991, 287, 2001]
court-notice — [485, 2103, 605, 2287]
notice-agency-tag: Best-1 — [609, 333, 723, 346]
news-headline: بنگلا دیش کے 15 کرکٹرز کو ملائیشیا میں گرفتار کرلیا گیا — [2, 1339, 115, 1439]
notice-text: روبرو جناب گل محمد چوہدری جج صاحب بعدالت 11th سینئر سول جج کراچی ویسٹ سول مقدمہ نمبر 2580 سال 2024 محمد حنیف ولد عبدالغفار (مرحوم) درخواست گزار بخلاف محمد یاسین ولد عبدالغفار (مرحوم) سکنہ مکان نمبر A-20 گرونڈ فلور درخواست رقم -/6,39,90,9000 روپے کی وصولیابی کے لئے دائر کیا ہے۔ مورخہ 22-03-2025 کو صبح 8:30 بجے بذات خود حاضر ہوں یا وکیل کو بھیجیں۔ مورخہ 20-03-2025 کو جاری ہوا۔ — [125, 60, 240, 291]
notice-banner-disown — [847, 444, 957, 468]
issue-date: 04 Apr 2025. — [242, 2121, 286, 2131]
court-notice — [485, 2286, 605, 2470]
ad-box-booking: اشتہارات کی بکنگ کے لیے رابطہ کریں — [740, 110, 946, 123]
notice-agency-tag: Crown-13 — [125, 737, 239, 750]
notice-agency-tag: Best-5 — [609, 1159, 723, 1172]
notice-text: بعدالت 11th سول وفیملی جج کراچی سینٹرل سول مقدمہ نمبر 2019 سال 2023 بخلاف مکان نمبر 695 سیکٹر B-5 نارتھ کراچی مدعا علیہ مورخہ 21-03-2025 کو صبح 8:30 بجے بذات خود حاضر ہوں یا وکیل کو بھیجیں۔ بصورت دیگر یکطرفہ فیصلہ سنادیا جائے گا۔ مورخہ 20-03-2025 کو جاری ہوا۔ — [125, 566, 240, 720]
proforma-header: Amount of Works (Rs) — [107, 2211, 151, 2240]
notice-column — [0, 30, 121, 1329]
court-notice — [606, 348, 726, 600]
notice-agency-tag: STF — [847, 817, 957, 830]
court-notice — [1, 30, 121, 347]
notice-agency-tag: Crown-14 — [125, 912, 239, 925]
contact-separator: : — [99, 2318, 102, 2326]
notice-text: بعدالت 17 سول وفیملی جج کراچی ساؤتھ فیملی مقدمہ نمبر 683 سال 2025 بخلاف مکان نمبر A-45-A کورنگی کراچی مدعا علیہ مورخہ 27 مارچ 2025 کو صبح 8:30 بجے حاضر ہوں۔ آج مورخہ 20 مارچ 2025 کو جاری ہوا۔ — [488, 1921, 603, 2036]
notice-text: بعدالت 23 سول جج کراچی ایسٹ سول مقدمہ نمبر 774 سال 2025 بخلاف فلیٹ نمبر 201 بلاک 2/3 پی ای سی ایچ ایس کراچی مدعا علیہ مورخہ 22-03-2025 کو صبح 8:30 بجے حاضر ہوں۔ مورخہ 20-03-2025 کو جاری ہوا۔ — [246, 908, 360, 1035]
notice-text: بعدالت 16th فیملی جج کراچی ویسٹ فیملی مقدمہ نمبر 288 سال 2025 بخلاف مکان نمبر 483 سیکٹر 10 اورنگی ٹاؤن کراچی مدعا علیہ مورخہ 24 مارچ 2025 کو صبح 8:30 بجے حاضر ہوں۔ آج مورخہ 20 مارچ 2025 کو جاری ہوا۔ — [609, 1364, 723, 1491]
contact-value: Office of Commander Military Engineer Services 3/3, Ziarat Lines Malir Cantonment Karachi. — [111, 2318, 345, 2335]
contact-label: Address — [19, 2318, 48, 2326]
notice-agency-tag: Best-13 — [488, 343, 602, 356]
banner-label: اعلان عام — [906, 1193, 950, 1204]
notice-text: بعدالت 11th فیملی جج کراچی ویسٹ فیملی مقدمہ نمبر 151 سال 2025 R/W بخلاف مکان نمبر 110,451 اورنگی ٹاؤن کراچی مدعا علیہ مورخہ 30 مارچ 2025 کو صبح 8:30 بجے حاضر ہوں۔ آج مورخہ 20 مارچ 2025 کو جاری ہوا۔ — [609, 2286, 724, 2413]
notice-agency-tag: STF — [847, 2455, 957, 2468]
works-table-cell: Misc Repair / Renov / Abnormal Works at Bks CH/DH at different locations under CMES (A) Malir — [22, 2022, 254, 2041]
notice-agency-tag: Best — [847, 426, 957, 439]
tender-para-4: 4. Firms/contractors not borne on approved list of MES will furnish a certificate alongwith their applications statement of previous experience giving details of work executed during last two years and those in hand, on the proforma appended below:- — [5, 2179, 352, 2208]
